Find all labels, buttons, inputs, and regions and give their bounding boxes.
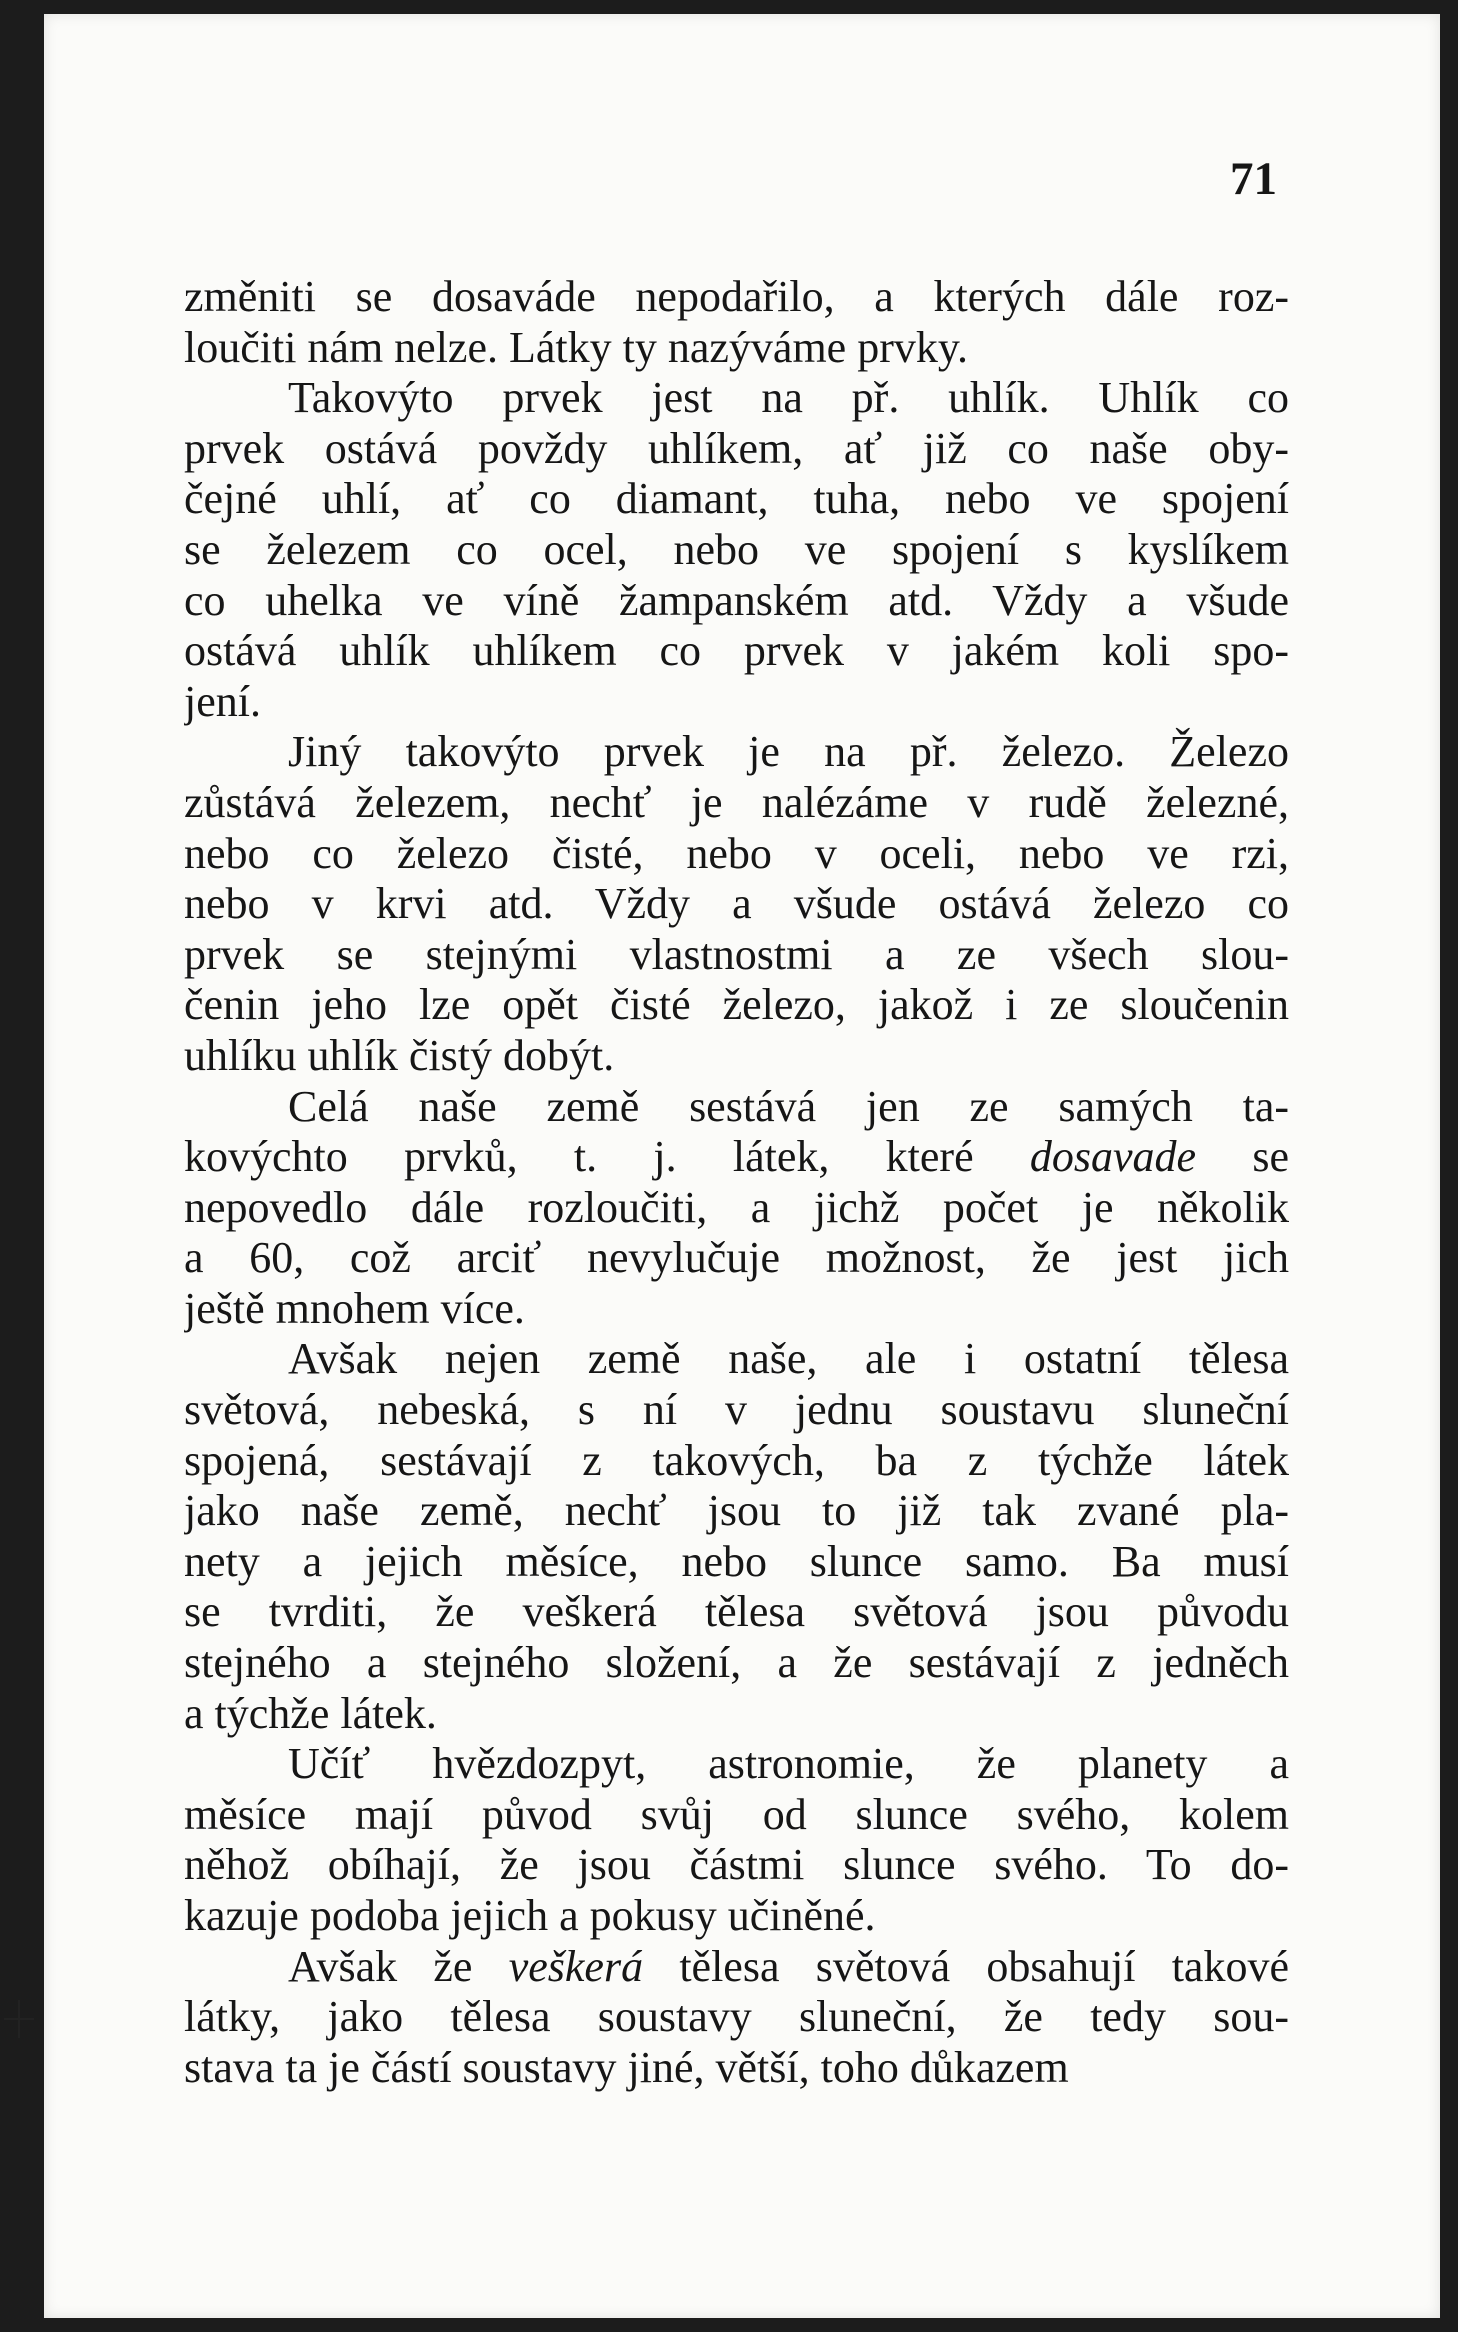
text-run: něhož obíhají, že jsou částmi slunce svého. To do- xyxy=(184,1840,1289,1890)
text-run: Avšak že xyxy=(288,1941,509,1991)
text-line xyxy=(184,727,1289,778)
edge-tick-left-vertical xyxy=(18,2000,20,2038)
text-run: co uhelka ve víně žampanském atd. Vždy a všude xyxy=(184,575,1289,625)
text-line xyxy=(184,1284,1289,1335)
text-line xyxy=(184,1233,1289,1284)
text-line xyxy=(184,424,1289,475)
text-line xyxy=(184,930,1289,981)
text-line xyxy=(184,1486,1289,1537)
text-run: se xyxy=(1196,1132,1289,1182)
text-line xyxy=(184,1790,1289,1841)
text-line xyxy=(184,1537,1289,1588)
text-run: kazuje podoba jejich a pokusy učiněné. xyxy=(184,1891,876,1940)
text-line xyxy=(184,1183,1289,1234)
text-line xyxy=(184,272,1289,323)
paragraph xyxy=(184,1739,1289,1941)
text-line xyxy=(184,576,1289,627)
text-line xyxy=(184,323,1289,374)
text-line xyxy=(184,1689,1289,1740)
text-line xyxy=(184,1638,1289,1689)
text-run: nety a jejich měsíce, nebo slunce samo. Ba musí xyxy=(184,1536,1289,1586)
text-line xyxy=(184,1891,1289,1942)
text-line xyxy=(184,1587,1289,1638)
text-run: nepovedlo dále rozloučiti, a jichž počet je několik xyxy=(184,1182,1289,1232)
text-line xyxy=(184,626,1289,677)
text-run: ostává uhlík uhlíkem co prvek v jakém koli spo- xyxy=(184,626,1289,676)
text-run: čejné uhlí, ať co diamant, tuha, nebo ve spojení xyxy=(184,474,1289,524)
text-run: Takovýto prvek jest na př. uhlík. Uhlík co xyxy=(288,373,1289,423)
paragraph xyxy=(184,727,1289,1081)
text-line xyxy=(184,1334,1289,1385)
text-line xyxy=(184,778,1289,829)
text-run: zůstává železem, nechť je nalézáme v rudě železné, xyxy=(184,777,1289,827)
paragraph xyxy=(184,1082,1289,1335)
text-line xyxy=(184,677,1289,728)
text-run: a 60, což arciť nevylučuje možnost, že jest jich xyxy=(184,1233,1289,1283)
book-page xyxy=(44,14,1440,2318)
text-line xyxy=(184,829,1289,880)
text-line xyxy=(184,1840,1289,1891)
paragraph xyxy=(184,373,1289,727)
text-run: se tvrditi, že veškerá tělesa světová jsou původu xyxy=(184,1587,1289,1637)
text-run: Učíť hvězdozpyt, astronomie, že planety a xyxy=(288,1739,1289,1789)
text-line xyxy=(184,879,1289,930)
page-number: 71 xyxy=(1230,153,1277,205)
text-line xyxy=(184,1082,1289,1133)
text-line xyxy=(184,980,1289,1031)
text-line xyxy=(184,1031,1289,1082)
text-run: nebo co železo čisté, nebo v oceli, nebo ve rzi, xyxy=(184,828,1289,878)
text-run: se železem co ocel, nebo ve spojení s kyslíkem xyxy=(184,524,1289,574)
text-run: stejného a stejného složení, a že sestávají z jedněch xyxy=(184,1638,1289,1688)
text-line xyxy=(184,2043,1289,2094)
text-line xyxy=(184,1992,1289,2043)
text-run: uhlíku uhlík čistý dobýt. xyxy=(184,1030,615,1080)
text-run: spojená, sestávají z takových, ba z týchže látek xyxy=(184,1435,1289,1485)
text-run: Celá naše země sestává jen ze samých ta- xyxy=(288,1081,1289,1131)
text-run: nebo v krvi atd. Vždy a všude ostává železo co xyxy=(184,879,1289,929)
text-run: prvek se stejnými vlastnostmi a ze všech slou- xyxy=(184,929,1289,979)
text-run: změniti se dosaváde nepodařilo, a kterých dále roz- xyxy=(184,272,1289,321)
body-text xyxy=(184,272,1289,2093)
text-line xyxy=(184,1385,1289,1436)
text-line xyxy=(184,1132,1289,1183)
text-run: ještě mnohem více. xyxy=(184,1283,525,1333)
text-run: Avšak nejen země naše, ale i ostatní tělesa xyxy=(288,1334,1289,1384)
text-run: čenin jeho lze opět čisté železo, jakož i ze sloučenin xyxy=(184,980,1289,1030)
text-run: Jiný takovýto prvek je na př. železo. Železo xyxy=(288,727,1289,777)
italic-text: veškerá xyxy=(508,1941,644,1991)
text-run: prvek ostává povždy uhlíkem, ať již co naše oby- xyxy=(184,423,1289,473)
text-line xyxy=(184,1436,1289,1487)
text-run: kovýchto prvků, t. j. látek, které xyxy=(184,1132,1030,1182)
text-run: tělesa světová obsahují takové xyxy=(643,1941,1289,1991)
italic-text: dosavade xyxy=(1029,1132,1197,1182)
text-run: jení. xyxy=(184,676,261,726)
paragraph xyxy=(184,1942,1289,2094)
text-run: loučiti nám nelze. Látky ty nazýváme prvky. xyxy=(184,322,968,372)
paragraph xyxy=(184,272,1289,373)
text-run: měsíce mají původ svůj od slunce svého, kolem xyxy=(184,1789,1289,1839)
paragraph xyxy=(184,1334,1289,1739)
text-run: světová, nebeská, s ní v jednu soustavu sluneční xyxy=(184,1385,1289,1435)
text-line xyxy=(184,474,1289,525)
text-line xyxy=(184,1739,1289,1790)
text-line xyxy=(184,373,1289,424)
text-run: stava ta je částí soustavy jiné, větší, toho důkazem xyxy=(184,2042,1069,2092)
text-run: a týchže látek. xyxy=(184,1688,437,1738)
text-run: látky, jako tělesa soustavy sluneční, že tedy sou- xyxy=(184,1992,1289,2042)
text-line xyxy=(184,525,1289,576)
text-line xyxy=(184,1942,1289,1993)
text-run: jako naše země, nechť jsou to již tak zvané pla- xyxy=(184,1486,1289,1536)
